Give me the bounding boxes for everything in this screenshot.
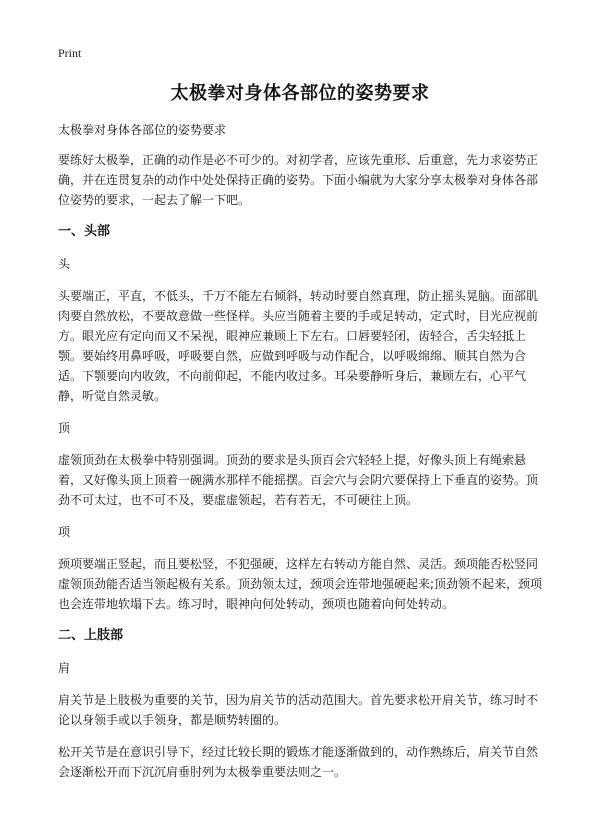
paragraph-crown: 虚领顶劲在太极拳中特别强调。顶劲的要求是头顶百会穴轻轻上提，好像头顶上有绳索悬着，又好像头顶上顶着一碗满水那样不能摇摆。百会穴与会阴穴要保持上下垂直的姿势。顶劲不可太过，也不可不及，要虚虚领起，若有若无，不可硬往上顶。 (58, 453, 539, 507)
paragraph-shoulder-relax: 松开关节是在意识引导下，经过比较长期的锻炼才能逐渐做到的，动作熟练后，肩关节自然会逐渐松开而下沉沉肩垂肘列为太极拳重要法则之一。 (58, 745, 539, 779)
intro-paragraph: 要练好太极拳，正确的动作是必不可少的。对初学者，应该先重形、后重意，先力求姿势正确，并在连贯复杂的动作中处处保持正确的姿势。下面小编就为大家分享太极拳对身体各部位姿势的要求，一起去了解一下吧。 (58, 153, 539, 207)
section-heading: 二、上肢部 (58, 628, 124, 643)
paragraph-shoulder: 肩关节是上肢极为重要的关节，因为肩关节的活动范围大。首先要求松开肩关节，练习时不论以身领手或以手领身，都是顺势转圈的。 (58, 693, 539, 727)
subheading-neck: 项 (58, 525, 71, 539)
section-head (58, 222, 546, 614)
subheading-head: 头 (58, 257, 71, 271)
section-upper-limbs (58, 626, 546, 782)
subheading-shoulder: 肩 (58, 661, 71, 675)
paragraph-head: 头要端正，平直，不低头，千万不能左右倾斜，转动时要自然真理，防止摇头晃脑。面部肌肉要自然放松，不要故意做一些怪样。头应当随着主要的手或足转动，定式时，目光应视前方。眼光应有定向而又不呆视，眼神应兼顾上下左右。口唇要轻闭，齿轻合，舌尖轻抵上颚。要始终用鼻呼吸，呼吸要自然，应做到呼吸与动作配合，以呼吸绵绵、顺其自然为合适。下颚要向内收敛，不向前仰起，不能内收过多。耳朵要静听身后，兼顾左右，心平气静，听觉自然灵敏。 (58, 289, 539, 403)
print-label: Print (58, 46, 82, 60)
section-heading: 一、头部 (58, 224, 111, 239)
subheading-crown: 顶 (58, 421, 71, 435)
article-subtitle: 太极拳对身体各部位的姿势要求 (58, 123, 227, 137)
article-body (58, 120, 546, 794)
paragraph-neck: 颈项要端正竖起，而且要松竖，不犯强硬，这样左右转动方能自然、灵活。颈项能否松竖同虚领顶劲能否适当领起极有关系。顶劲领太过，颈项会连带地强硬起来;顶劲领不起来，颈项也会连带地软塌下去。练习时，眼神向何处转动，颈项也随着向何处转动。 (58, 557, 543, 611)
page-title: 太极拳对身体各部位的姿势要求 (170, 83, 430, 104)
